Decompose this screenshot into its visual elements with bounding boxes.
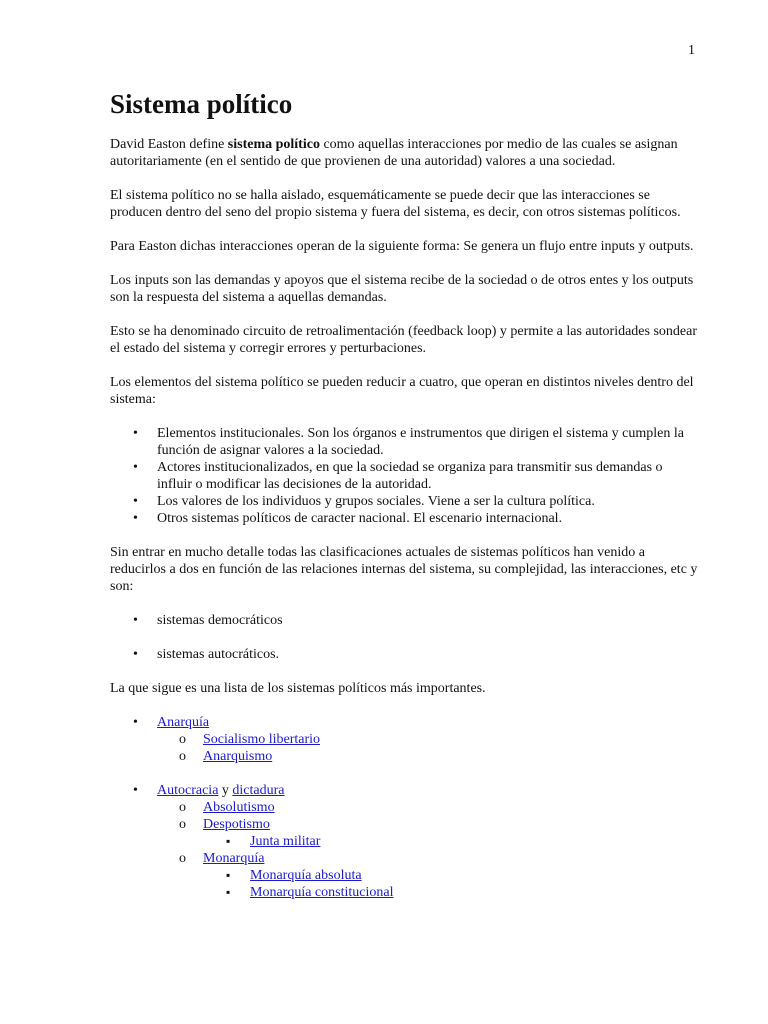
despotismo-sublist — [203, 833, 700, 850]
list-item: • Elementos institucionales. Son los órganos e instrumentos que dirigen el sistema y cumplen la función de asignar valores a la sociedad. — [157, 425, 700, 459]
list-item — [250, 884, 700, 901]
link-socialismo-libertario[interactable]: Socialismo libertario — [203, 732, 321, 747]
classification-paragraph: Sin entrar en mucho detalle todas las clasificaciones actuales de sistemas políticos han venido a reducirlos a dos en función de las relaciones internas del sistema, su complejidad, las interacciones, etc y son: — [110, 545, 698, 594]
list-item — [203, 731, 700, 748]
link-despotismo[interactable]: Despotismo — [203, 817, 270, 832]
monarquia-sublist — [203, 867, 700, 901]
page-number: 1 — [688, 43, 695, 58]
elements-list — [110, 425, 700, 527]
paragraph: Los inputs son las demandas y apoyos que el sistema recibe de la sociedad o de otros entes y los outputs son la respuesta del sistema a aquellas demandas. — [110, 273, 694, 305]
document-content — [110, 86, 700, 918]
connector-text: y — [218, 783, 233, 798]
link-monarquia-absoluta[interactable]: Monarquía absoluta — [250, 868, 362, 883]
list-item — [203, 799, 700, 816]
list-item: • Actores institucionalizados, en que la sociedad se organiza para transmitir sus demandas o influir o modificar las decisiones de la autoridad. — [157, 459, 700, 493]
intro-text-after: como aquellas interacciones por medio de las cuales se asignan autoritariamente (en el sentido de que provienen de una autoridad) valores a una sociedad. — [110, 137, 678, 169]
list-item: • Otros sistemas políticos de caracter nacional. El escenario internacional. — [157, 510, 700, 527]
list-item — [203, 816, 700, 850]
page-title: Sistema político — [110, 89, 293, 119]
link-junta-militar[interactable]: Junta militar — [250, 834, 321, 849]
link-monarquia[interactable]: Monarquía — [203, 851, 265, 866]
list-item — [157, 714, 700, 765]
intro-paragraph — [110, 136, 700, 170]
autocracia-sublist — [157, 799, 700, 901]
system-types-list — [110, 612, 700, 663]
autocracia-list — [110, 782, 700, 901]
intro-bold-term: sistema político — [227, 137, 320, 152]
paragraph: Esto se ha denominado circuito de retroalimentación (feedback loop) y permite a las autoridades sondear el estado del sistema y corregir errores y perturbaciones. — [110, 324, 698, 356]
paragraph: Para Easton dichas interacciones operan de la siguiente forma: Se genera un flujo entre inputs y outputs. — [110, 239, 694, 254]
list-item: • sistemas democráticos — [157, 612, 700, 629]
list-item — [250, 833, 700, 850]
list-item — [203, 748, 700, 765]
list-item — [250, 867, 700, 884]
link-anarquia[interactable]: Anarquía — [157, 715, 210, 730]
intro-text-before: David Easton define — [110, 137, 228, 152]
anarquia-sublist — [157, 731, 700, 765]
link-absolutismo[interactable]: Absolutismo — [203, 800, 275, 815]
link-dictadura[interactable]: dictadura — [232, 783, 285, 798]
list-item — [157, 782, 700, 901]
list-item: • sistemas autocráticos. — [157, 646, 700, 663]
link-anarquismo[interactable]: Anarquismo — [203, 749, 273, 764]
paragraph: El sistema político no se halla aislado, esquemáticamente se puede decir que las interacciones se producen dentro del seno del propio sistema y fuera del sistema, es decir, con otros sistemas políticos. — [110, 188, 681, 220]
anarquia-list — [110, 714, 700, 765]
list-item: • Los valores de los individuos y grupos sociales. Viene a ser la cultura política. — [157, 493, 700, 510]
link-monarquia-constitucional[interactable]: Monarquía constitucional — [250, 885, 394, 900]
list-intro: La que sigue es una lista de los sistemas políticos más importantes. — [110, 681, 486, 696]
list-item — [203, 850, 700, 901]
paragraph: Los elementos del sistema político se pueden reducir a cuatro, que operan en distintos niveles dentro del sistema: — [110, 375, 694, 407]
link-autocracia[interactable]: Autocracia — [157, 783, 219, 798]
